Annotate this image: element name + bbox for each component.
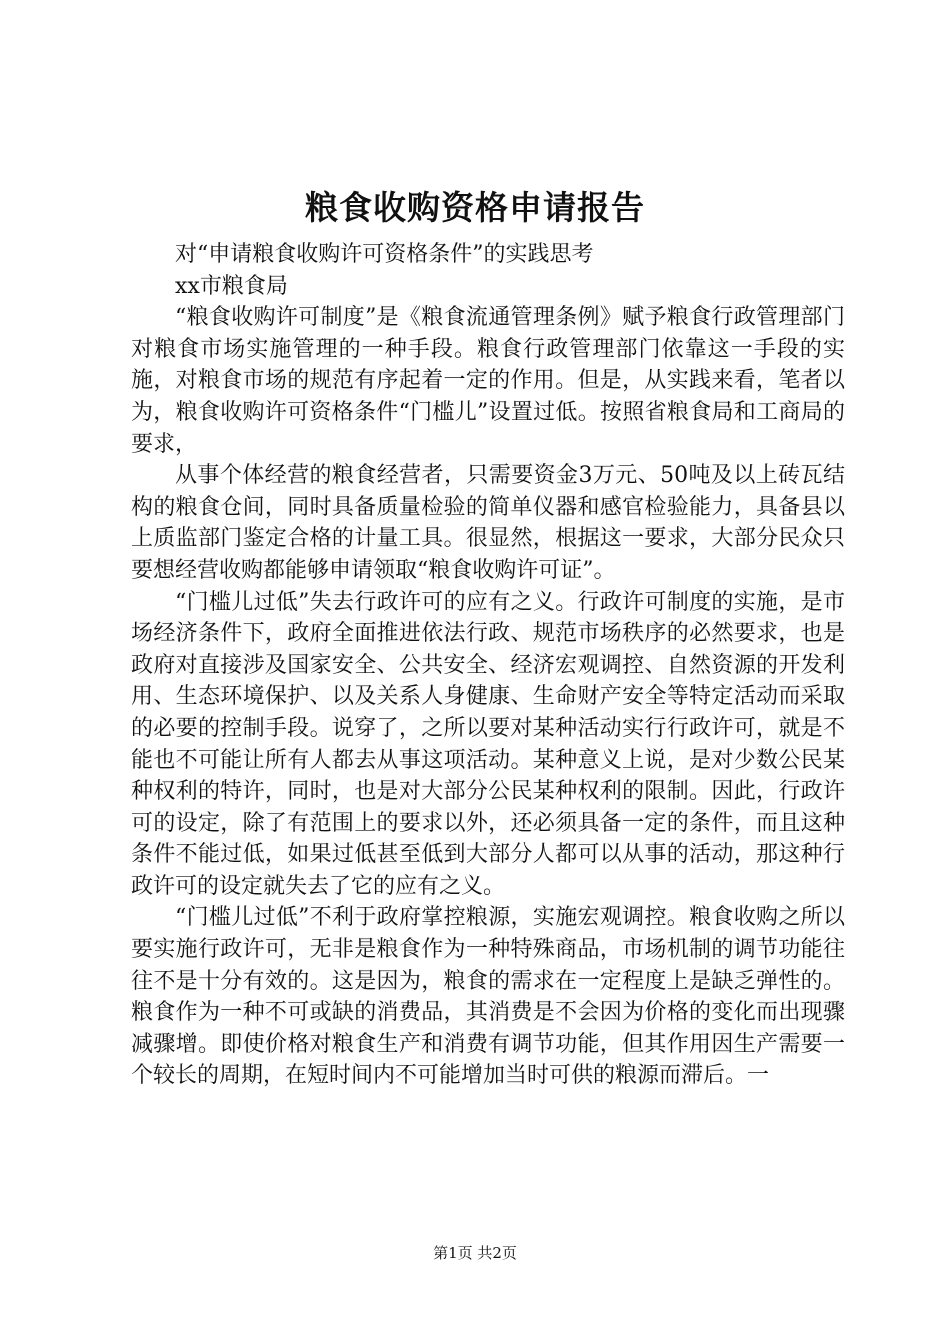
author-paragraph: xx市粮食局	[175, 273, 288, 299]
body-paragraph: “门槛儿过低”失去行政许可的应有之义。行政许可制度的实施，是市场经济条件下，政府全面推进依法行政、规范市场秩序的必然要求，也是政府对直接涉及国家安全、公共安全、经济宏观调控、自然资源的开发利用、生态环境保护、以及关系人身健康、生命财产安全等特定活动而采取的必要的控制手段。说穿了，之所以要对某种活动实行行政许可，就是不能也不可能让所有人都去从事这项活动。某种意义上说，是对少数公民某种权利的特许，同时，也是对大部分公民某种权利的限制。因此，行政许可的设定，除了有范围上的要求以外，还必须具备一定的条件，而且这种条件不能过低，如果过低甚至低到大部分人都可以从事的活动，那这种行政许可的设定就失去了它的应有之义。	[131, 589, 845, 899]
document-body	[131, 239, 845, 1092]
document-title: 粮食收购资格申请报告	[305, 188, 645, 227]
subtitle-paragraph: 对“申请粮食收购许可资格条件”的实践思考	[175, 242, 594, 267]
body-paragraph: 从事个体经营的粮食经营者，只需要资金3万元、50吨及以上砖瓦结构的粮食仓间，同时具备质量检验的简单仪器和感官检验能力，具备县以上质监部门鉴定合格的计量工具。很显然，根据这一要求，大部分民众只要想经营收购都能够申请领取“粮食收购许可证”。	[131, 463, 845, 583]
page-footer: 第1页 共2页	[433, 1244, 517, 1262]
body-paragraph: “门槛儿过低”不利于政府掌控粮源，实施宏观调控。粮食收购之所以要实施行政许可，无非是粮食作为一种特殊商品，市场机制的调节功能往往不是十分有效的。这是因为，粮食的需求在一定程度上是缺乏弹性的。粮食作为一种不可或缺的消费品，其消费是不会因为价格的变化而出现骤减骤增。即使价格对粮食生产和消费有调节功能，但其作用因生产需要一个较长的周期，在短时间内不可能增加当时可供的粮源而滞后。一	[131, 905, 845, 1089]
body-paragraph: “粮食收购许可制度”是《粮食流通管理条例》赋予粮食行政管理部门对粮食市场实施管理的一种手段。粮食行政管理部门依靠这一手段的实施，对粮食市场的规范有序起着一定的作用。但是，从实践来看，笔者以为，粮食收购许可资格条件“门槛儿”设置过低。按照省粮食局和工商局的要求，	[131, 305, 845, 457]
